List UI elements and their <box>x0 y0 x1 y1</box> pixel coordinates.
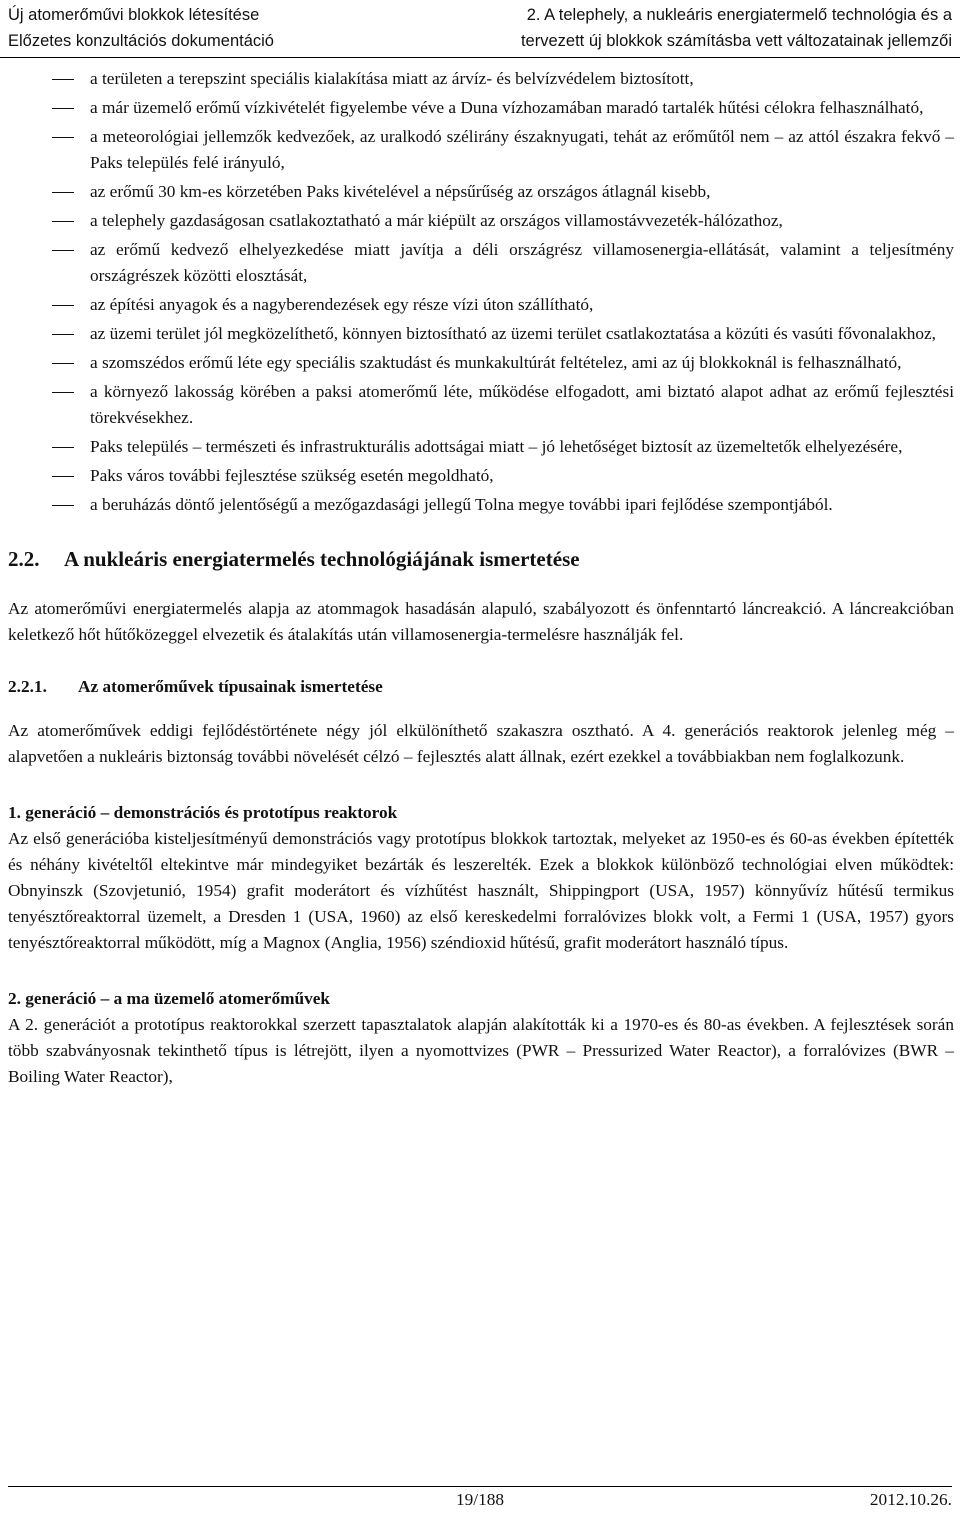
header-chapter-title-1: 2. A telephely, a nukleáris energiatermelő technológia és a <box>526 6 952 24</box>
list-item: a környező lakosság körében a paksi atomerőmű léte, működése elfogadott, ami biztató alapot adhat az erőmű fejlesztési törekvésekhez. <box>90 382 954 427</box>
page-footer <box>0 1486 960 1516</box>
generation-2-heading: 2. generáció – a ma üzemelő atomerőművek <box>8 989 331 1008</box>
header-doc-title: Új atomerőművi blokkok létesítése <box>8 6 260 24</box>
page-number: 19/188 <box>455 1490 504 1509</box>
page-content <box>8 66 954 1090</box>
list-item: a telephely gazdaságosan csatlakoztatható a már kiépült az országos villamostávvezeték-hálózathoz, <box>90 211 783 230</box>
list-item: a meteorológiai jellemzők kedvezőek, az uralkodó szélirány északnyugati, tehát az erőműtől nem – az attól északra fekvő – Paks település felé irányuló, <box>90 127 954 172</box>
list-item: a beruházás döntő jelentőségű a mezőgazdasági jellegű Tolna megye további ipari fejlődése szempontjából. <box>90 495 833 514</box>
list-item: az erőmű 30 km-es körzetében Paks kivételével a népsűrűség az országos átlagnál kisebb, <box>90 182 711 201</box>
generation-1-heading: 1. generáció – demonstrációs és prototípus reaktorok <box>8 803 398 822</box>
section-title: A nukleáris energiatermelés technológiájának ismertetése <box>64 547 580 571</box>
header-left <box>8 2 274 54</box>
list-item: az üzemi terület jól megközelíthető, könnyen biztosítható az üzemi terület csatlakoztatása a közúti és vasúti fővonalakhoz, <box>90 324 936 343</box>
section-heading-2-2 <box>8 544 954 574</box>
advantages-list <box>8 66 954 518</box>
section-heading-2-2-1 <box>8 674 954 700</box>
list-item: a szomszédos erőmű léte egy speciális szaktudást és munkakultúrát feltételez, ami az új blokkoknál is felhasználható, <box>90 353 902 372</box>
list-item: Paks település – természeti és infrastrukturális adottságai miatt – jó lehetőséget biztosít az üzemeltetők elhelyezésére, <box>90 437 903 456</box>
list-item: az erőmű kedvező elhelyezkedése miatt javítja a déli országrész villamosenergia-ellátását, valamint a teljesítmény országrészek közötti elosztását, <box>90 240 954 285</box>
footer-divider <box>8 1486 952 1487</box>
subsection-title: Az atomerőművek típusainak ismertetése <box>78 677 383 696</box>
list-item: az építési anyagok és a nagyberendezések egy része vízi úton szállítható, <box>90 295 594 314</box>
subsection-number: 2.2.1. <box>8 677 47 696</box>
generation-2-paragraph: A 2. generációt a prototípus reaktorokkal szerzett tapasztalatok alapján alakították ki a 1970-es és 80-as években. A fejlesztések során több szabványosnak tekinthető típus is létrejött, ilyen a nyomottvizes (PWR – Pressurized Water Reactor), a forralóvizes (BWR – Boiling Water Reactor), <box>8 1015 954 1086</box>
list-item: a területen a terepszint speciális kialakítása miatt az árvíz- és belvízvédelem biztosított, <box>90 69 694 88</box>
list-item: a már üzemelő erőmű vízkivételét figyelembe véve a Duna vízhozamában maradó tartalék hűtési célokra felhasználható, <box>90 98 924 117</box>
document-date: 2012.10.26. <box>869 1490 952 1509</box>
section-2-2-1-paragraph: Az atomerőművek eddigi fejlődéstörténete négy jól elkülöníthető szakaszra osztható. A 4. generációs reaktorok jelenleg még – alapvetően a nukleáris biztonság további növelését célzó – fejlesztés alatt állnak, ezért ezekkel a továbbiakban nem foglalkozunk. <box>8 721 954 766</box>
header-right <box>521 2 952 54</box>
generation-1-paragraph: Az első generációba kisteljesítményű demonstrációs vagy prototípus blokkok tartoztak, melyeket az 1950-es és 60-as években építették és néhány kivételtől eltekintve már mindegyiket bezárták és leszerelték. Ezek a blokkok különböző technológiai elven működtek: Obnyinszk (Szovjetunió, 1954) grafit moderátort és vízhűtést használt, Shippingport (USA, 1957) könnyűvíz hűtésű termikus tenyésztőreaktorral üzemelt, a Dresden 1 (USA, 1960) az első kereskedelmi forralóvizes blokk volt, a Fermi 1 (USA, 1957) gyors tenyésztőreaktorral működött, míg a Magnox (Anglia, 1956) széndioxid hűtésű, grafit moderátort használó típus. <box>8 829 954 952</box>
header-divider <box>0 57 960 58</box>
section-number: 2.2. <box>8 547 40 571</box>
header-chapter-title-2: tervezett új blokkok számításba vett változatainak jellemzői <box>520 32 952 50</box>
page-header <box>0 0 960 56</box>
list-item: Paks város további fejlesztése szükség esetén megoldható, <box>90 466 494 485</box>
header-doc-subtitle: Előzetes konzultációs dokumentáció <box>8 32 274 50</box>
section-2-2-paragraph: Az atomerőművi energiatermelés alapja az atommagok hasadásán alapuló, szabályozott és önfenntartó láncreakció. A láncreakcióban keletkező hőt hűtőközeggel elvezetik és átalakítás után villamosenergia-termelésre használják fel. <box>8 599 954 644</box>
